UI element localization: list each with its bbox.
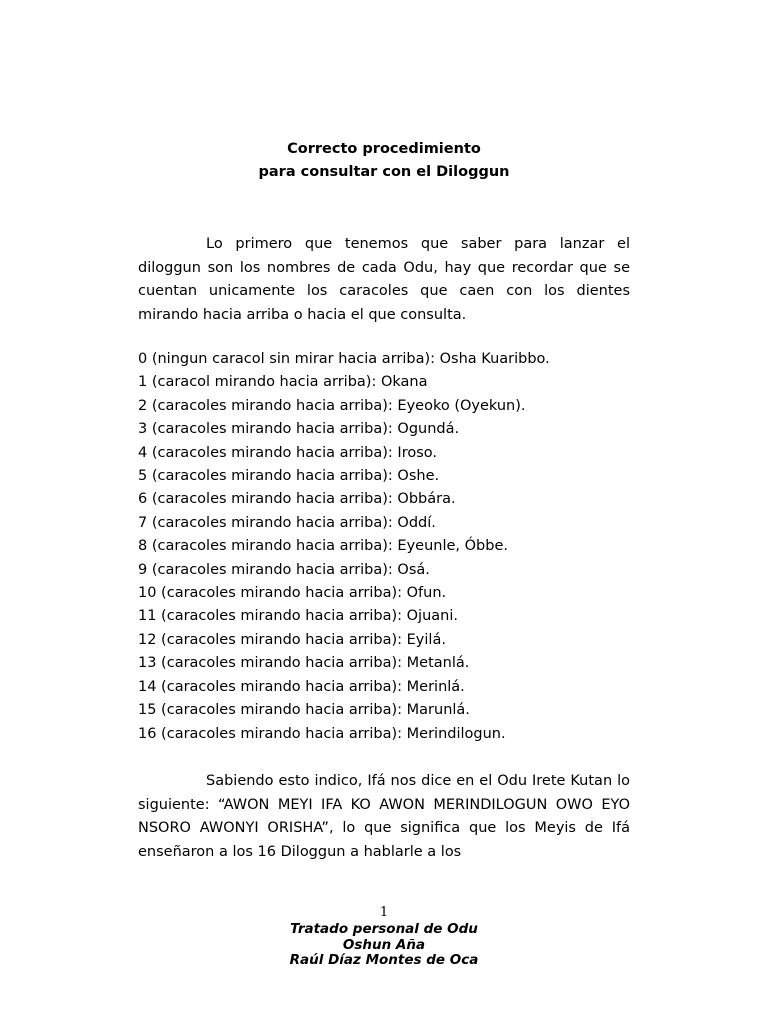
list-item: 4 (caracoles mirando hacia arriba): Iroso.	[138, 444, 437, 461]
footer-line-1: Tratado personal de Odu	[290, 921, 478, 937]
document-title-line-2: para consultar con el Diloggun	[258, 164, 510, 180]
list-item: 1 (caracol mirando hacia arriba): Okana	[138, 374, 428, 391]
list-item: 2 (caracoles mirando hacia arriba): Eyeoko (Oyekun).	[138, 397, 526, 414]
list-item: 14 (caracoles mirando hacia arriba): Merinlá.	[138, 678, 465, 695]
list-item: 12 (caracoles mirando hacia arriba): Eyilá.	[138, 631, 446, 648]
list-item: 9 (caracoles mirando hacia arriba): Osá.	[138, 561, 430, 578]
list-item: 15 (caracoles mirando hacia arriba): Marunlá.	[138, 702, 470, 719]
list-item: 16 (caracoles mirando hacia arriba): Merindilogun.	[138, 725, 506, 742]
document-title-line-1: Correcto procedimiento	[287, 141, 481, 157]
footer-line-2: Oshun Aña	[342, 937, 426, 953]
list-item: 8 (caracoles mirando hacia arriba): Eyeunle, Óbbe.	[138, 538, 508, 555]
intro-text: Lo primero que tenemos que saber para lanzar el diloggun son los nombres de cada Odu, hay que recordar que se cuentan unicamente los caracoles que caen con los dientes mirando hacia arriba o hacia el que consulta.	[138, 236, 630, 323]
page-number: 1	[379, 905, 389, 920]
second-paragraph	[138, 770, 630, 864]
second-paragraph-text: Sabiendo esto indico, Ifá nos dice en el Odu Irete Kutan lo siguiente: “AWON MEYI IFA KO AWON MERINDILOGUN OWO EYO NSORO AWONYI ORISHA”, lo que significa que los Meyis de Ifá enseñaron a los 16 Diloggun a hablarle a los	[138, 773, 630, 860]
odu-list	[138, 348, 630, 746]
intro-paragraph	[138, 233, 630, 327]
list-item: 3 (caracoles mirando hacia arriba): Ogundá.	[138, 421, 460, 438]
list-item: 7 (caracoles mirando hacia arriba): Oddí.	[138, 514, 436, 531]
list-item: 11 (caracoles mirando hacia arriba): Ojuani.	[138, 608, 458, 625]
list-item: 6 (caracoles mirando hacia arriba): Obbára.	[138, 491, 456, 508]
list-item: 10 (caracoles mirando hacia arriba): Ofun.	[138, 585, 447, 602]
list-item: 13 (caracoles mirando hacia arriba): Metanlá.	[138, 655, 470, 672]
list-item: 0 (ningun caracol sin mirar hacia arriba): Osha Kuaribbo.	[138, 351, 550, 367]
footer-line-3: Raúl Díaz Montes de Oca	[289, 952, 479, 968]
list-item: 5 (caracoles mirando hacia arriba): Oshe.	[138, 468, 440, 485]
